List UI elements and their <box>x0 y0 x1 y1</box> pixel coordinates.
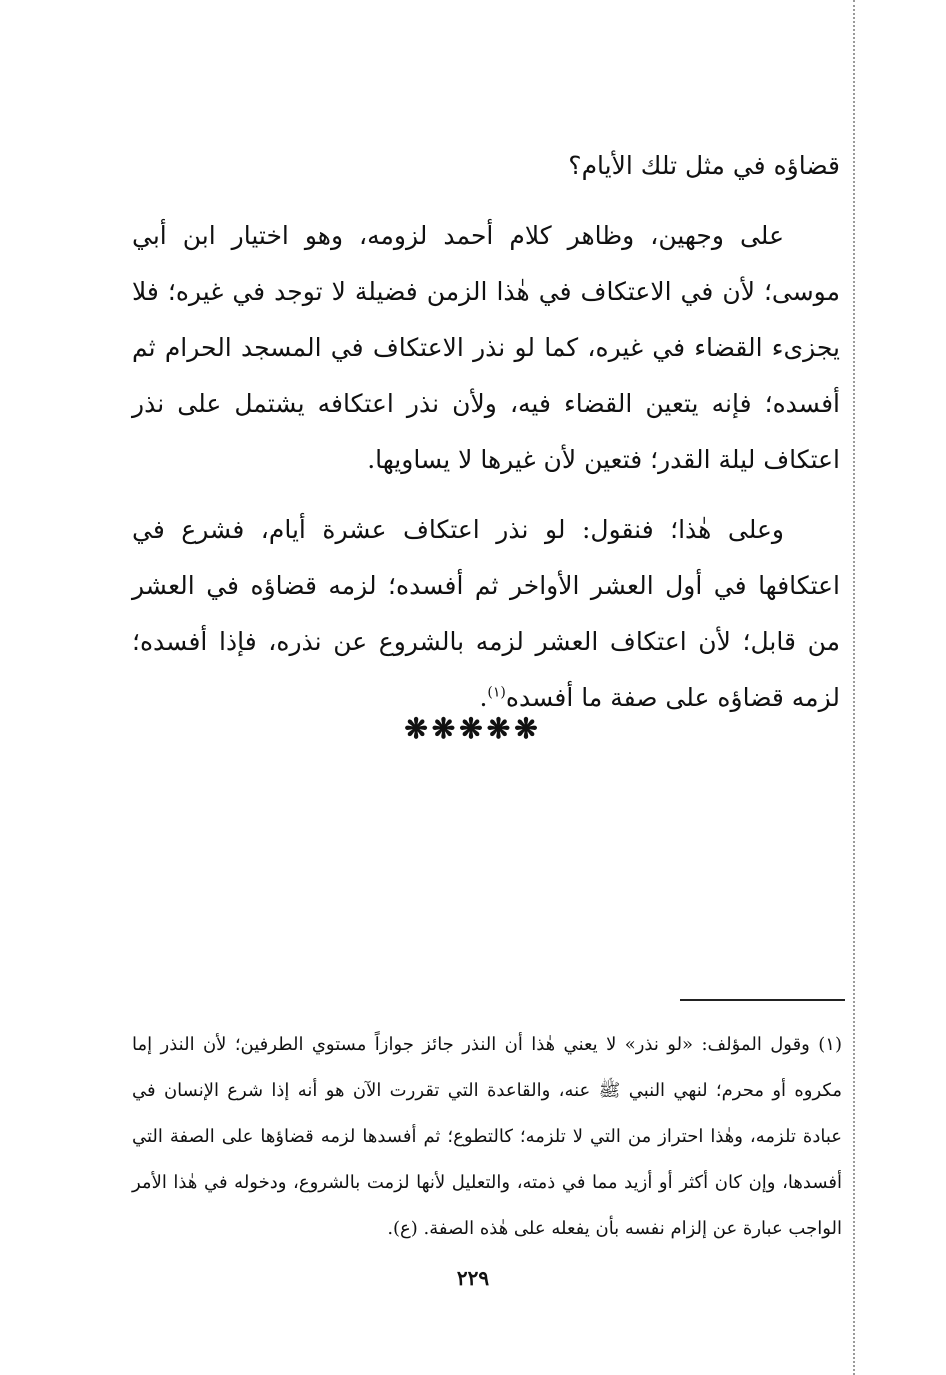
main-text <box>132 138 840 726</box>
page-number: ٢٢٩ <box>456 1266 490 1290</box>
paragraph-1: قضاؤه في مثل تلك الأيام؟ <box>568 151 840 180</box>
footnotes <box>132 1022 842 1252</box>
footnote-divider <box>680 999 845 1001</box>
page-edge-dotted-line <box>853 0 855 1375</box>
footnote-1: (١) وقول المؤلف: «لو نذر» لا يعني هٰذا أن النذر جائز جوازاً مستوي الطرفين؛ لأن النذر إما مكروه أو محرم؛ لنهي النبي ﷺ عنه، والقاعدة التي تقررت الآن هو أنه إذا شرع الإنسان في عبادة تلزمه، وهٰذا احتراز من التي لا تلزمه؛ كالتطوع؛ ثم أفسدها لزمه قضاؤها على الصفة التي أفسدها، وإن كان أكثر أو أزيد مما في ذمته، والتعليل لأنها لزمت بالشروع، ودخوله في هٰذا الأمر الواجب عبارة عن إلزام نفسه بأن يفعله على هٰذه الصفة. (ع). <box>132 1034 843 1239</box>
paragraph-2: على وجهين، وظاهر كلام أحمد لزومه، وهو اختيار ابن أبي موسى؛ لأن في الاعتكاف في هٰذا الزمن فضيلة لا توجد في غيره؛ فلا يجزىء القضاء في غيره، كما لو نذر الاعتكاف في المسجد الحرام ثم أفسده؛ فإنه يتعين القضاء فيه، ولأن نذر اعتكافه يشتمل على نذر اعتكاف ليلة القدر؛ فتعين لأن غيرها لا يساويها. <box>132 221 840 474</box>
section-separator: ❋❋❋❋❋ <box>404 712 542 745</box>
paragraph-3-text: وعلى هٰذا؛ فنقول: لو نذر اعتكاف عشرة أيام، فشرع في اعتكافها في أول العشر الأواخر ثم أفسده؛ لزمه قضاؤه في العشر من قابل؛ لأن اعتكاف العشر لزمه بالشروع عن نذره، فإذا أفسده؛ لزمه قضاؤه على صفة ما أفسده <box>132 515 840 712</box>
footnote-marker: (١) <box>487 684 506 701</box>
paragraph-3: وعلى هٰذا؛ فنقول: لو نذر اعتكاف عشرة أيام، فشرع في اعتكافها في أول العشر الأواخر ثم أفسده؛ لزمه قضاؤه في العشر من قابل؛ لأن اعتكاف العشر لزمه بالشروع عن نذره، فإذا أفسده؛ لزمه قضاؤه على صفة ما أفسده$^{(١)}$. <box>132 515 840 712</box>
